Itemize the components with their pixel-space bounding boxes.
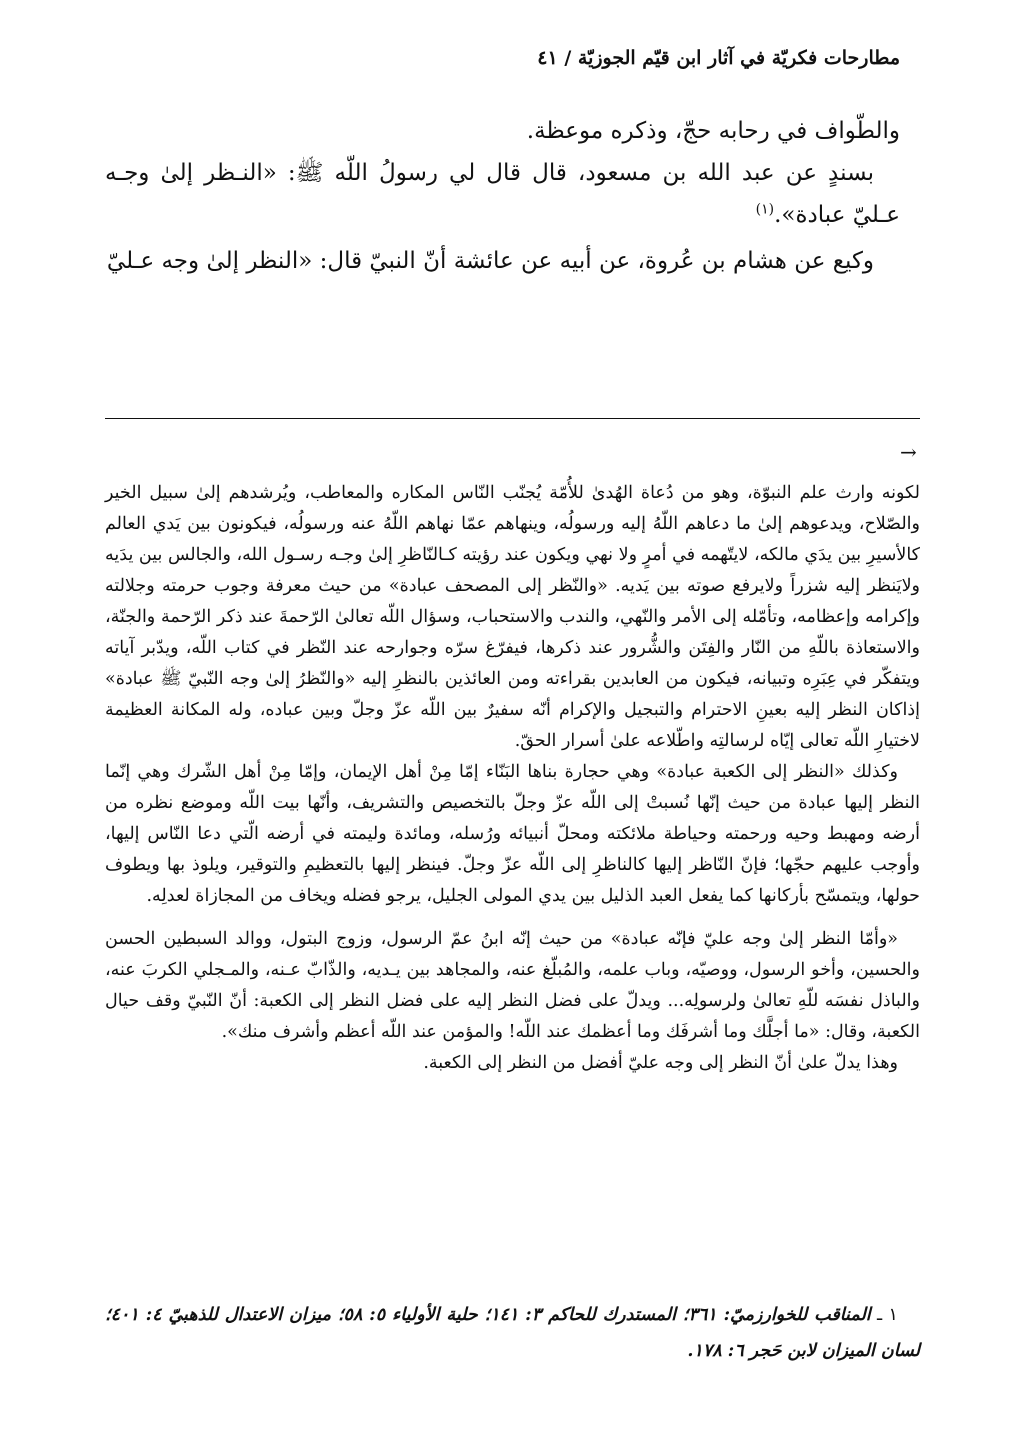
notes-paragraph-4: وهذا يدلّ علىٰ أنّ النظر إلى وجه عليّ أفضل من النظر إلى الكعبة. <box>423 1053 898 1073</box>
main-line-1: والطّواف في رحابه حجّ، وذكره موعظة. <box>526 118 900 144</box>
footnote-number: ١ ـ <box>877 1305 898 1325</box>
hadith-text: بسندٍ عن عبد الله بن مسعود، قال قال لي رسولُ اللّه ﷺ: «النـظر إلىٰ وجـه عـليّ عبادة». <box>105 160 900 228</box>
notes-section <box>105 478 920 1079</box>
main-text <box>105 110 900 282</box>
notes-paragraph-3: «وأمّا النظر إلىٰ وجه عليّ فإنّه عبادة» من حيث إنّه ابنُ عمّ الرسول، وزوج البتول، ووالد السبطين الحسن والحسين، وأخو الرسول، ووصيّه، وباب علمه، والمُبلّغ عنه، والمجاهد بين يـديه، والذّابّ عـنه، والمـجلي الكربَ عنه، والباذل نفسَه للّهِ تعالىٰ ولرسولِه... ويدلّ على فضل النظر إليه على فضل النظر إلى الكعبة: أنّ النّبيّ وقف حيال الكعبة، وقال: «ما أجلَّك وما أشرفَك وما أعظمك عند اللّه! والمؤمن عند اللّه أعظم وأشرف منك». <box>105 929 920 1042</box>
running-header: مطارحات فكريّة في آثار ابن قيّم الجوزيّة / ٤١ <box>537 47 900 69</box>
footnote <box>105 1297 920 1369</box>
notes-paragraph-2: وكذلك «النظر إلى الكعبة عبادة» وهي حجارة بناها البَنّاء إمّا مِنْ أهل الإيمان، وإمّا مِنْ أهل الشّرك وهي إنّما النظر إليها عبادة من حيث إنّها نُسبتْ إلى اللّه عزّ وجلّ بالتخصيص والتشريف، وأنّها بيت اللّه وموضع نظره من أرضه ومهبط وحيه ورحمته وحياطة ملائكته ومحلّ أنبيائه ورُسله، ومائدة وليمته في أرضه الّتي دعا النّاس إليها، وأوجب عليهم حجّها؛ فإنّ النّاظر إليها كالناظرِ إلى اللّه عزّ وجلّ. فينظر إليها بالتعظيمِ والتوقير، ويلوذ بها ويطوف حولها، ويتمسّح بأركانها كما يفعل العبد الذليل بين يدي المولى الجليل، يرجو فضله ويخاف من المجازاة لعدلِه. <box>105 762 920 906</box>
continuation-arrow-icon: → <box>900 440 917 464</box>
notes-paragraph-1: لكونه وارث علم النبوّة، وهو من دُعاة الهُدىٰ للأُمّة يُجنّب النّاس المكاره والمعاطب، ويُرشدهم إلىٰ سبيل الخير والصّلاح، ويدعوهم إلىٰ ما دعاهم اللّهُ إليه ورسولُه، وينهاهم عمّا نهاهم اللّهُ عنه ورسولُه، فيكونون بين يَدي العالم كالأسيرِ بين يدَي مالكه، لايتّهمه في أمرٍ ولا نهي ويكون عند رؤيته كـالنّاظرِ إلىٰ وجـه رسـول الله، والجالس بين يدَيه ولايَنظر إليه شزراً ولايرفع صوته بين يَديه. «والنّظر إلى المصحف عبادة» من حيث معرفة وجوب حرمته وجلالته وإكرامه وإعظامه، وتأمّله إلى الأمر والنّهي، والندب والاستحباب، وسؤال اللّه تعالىٰ الرّحمةَ عند ذكر الرّحمة والجنّة، والاستعاذة باللّهِ من النّار والفِتَن والشُّرور عند ذكرها، فيفرّغ سرّه وجوارحه عند النّظر في كتاب اللّه، ويدّبر آياته ويتفكّر في عِبَرِه وتبيانه، فيكون من العابدين بقراءته ومن العائذين بالنظرِ إليه «والنّظرُ إلىٰ وجه النّبيّ ﷺ عبادة» إذاكان النظر إليه بعينِ الاحترام والتبجيل والإكرام أنّه سفيرٌ بين اللّه عزّ وجلّ وبين عباده، وله المكانة العظيمة لاختيارِ اللّه تعالى إيّاه لرسالتِه واطّلاعه علىٰ أسرار الحقّ. <box>105 483 920 751</box>
main-paragraph-2 <box>105 152 900 236</box>
footnote-entry <box>105 1297 920 1369</box>
footnote-reference[interactable]: (١) <box>755 201 775 218</box>
footnote-sources: المناقب للخوارزميّ: ٣٦١؛ المستدرك للحاكم ٣: ١٤١؛ حلية الأولياء ٥: ٥٨؛ ميزان الاعتدال للذهبيّ ٤: ٤٠١؛ لسان الميزان لابن حَجر ٦: ١٧٨. <box>105 1305 920 1361</box>
footnote-separator-rule <box>105 418 920 419</box>
main-paragraph-3: وكيع عن هشام بن عُروة، عن أبيه عن عائشة أنّ النبيّ قال: «النظر إلىٰ وجه عـليّ <box>106 248 874 274</box>
